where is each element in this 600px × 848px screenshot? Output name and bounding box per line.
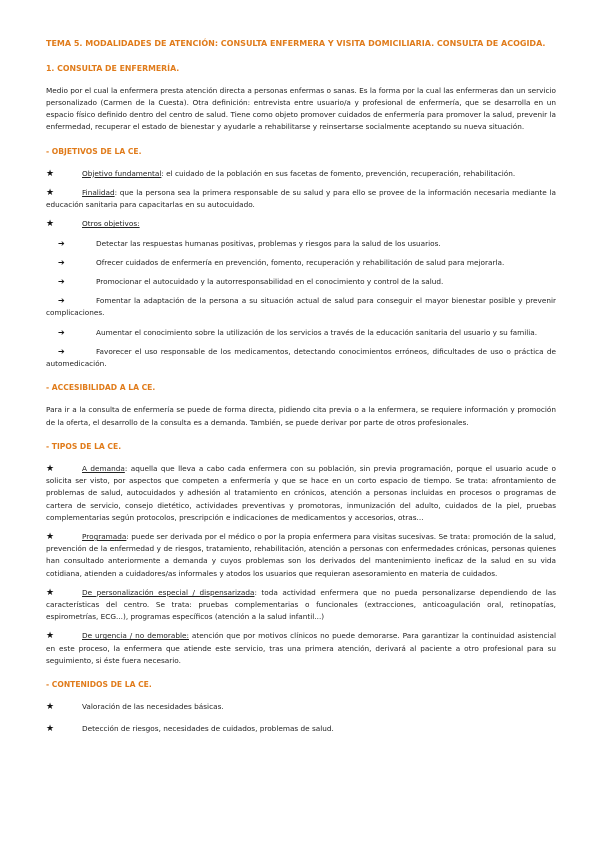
otro-objetivo-item (46, 346, 556, 370)
otro-objetivo-text: Aumentar el conocimiento sobre la utilización de los servicios a través de la educación sanitaria del usuario y su familia. (96, 327, 538, 337)
section-heading-consulta: 1. CONSULTA DE ENFERMERÍA. (46, 63, 180, 73)
star-bullet-icon: ★ (46, 219, 55, 230)
tipo-item (46, 630, 556, 667)
otro-objetivo-text: Fomentar la adaptación de la persona a su situación actual de salud para conseguir el mayor bienestar posible y prevenir complicaciones. (46, 296, 556, 318)
tipo-label: De personalización especial / dispensarizada (82, 587, 255, 597)
finalidad-item (46, 187, 556, 211)
document-title: TEMA 5. MODALIDADES DE ATENCIÓN: CONSULTA ENFERMERA Y VISITA DOMICILIARIA. CONSULTA DE ACOGIDA. (46, 39, 546, 48)
star-bullet-icon: ★ (46, 463, 55, 474)
finalidad-text: : que la persona sea la primera responsable de su salud y para ello se provee de la información necesaria mediante la educación sanitaria para capacitarlas en su autocuidado. (46, 187, 556, 210)
tipo-item (46, 531, 556, 580)
contenido-text: Detección de riesgos, necesidades de cuidados, problemas de salud. (82, 724, 334, 734)
section-heading-accesibilidad: - ACCESIBILIDAD A LA CE. (46, 383, 156, 393)
objetivo-fundamental-label: Objetivo fundamental (82, 168, 162, 178)
otro-objetivo-item (46, 238, 556, 250)
tipo-item (46, 587, 556, 624)
star-bullet-icon: ★ (46, 531, 55, 542)
star-bullet-icon: ★ (46, 187, 55, 198)
otros-objetivos-label: Otros objetivos: (82, 219, 140, 229)
tipo-label: A demanda (82, 463, 125, 473)
tipo-label: De urgencia / no demorable: (82, 631, 189, 641)
consulta-intro-paragraph: Medio por el cual la enfermera presta atención directa a personas enfermas o sanas. Es la forma por la cual las enfermeras dan un servicio personalizado (Carmen de la Cuesta). Otra definición: entrevista entre usuario/a y profesional de enfermería, que se desarrolla en un espacio físico definido dentro del centro de salud. Tiene como objeto promover cuidados de enfermería para promover la salud, prevenir la enfermedad, recuperar el estado de bienestar y ayudarle a rehabilitarse y reinsertarse socialmente aceptando su nueva situación. (46, 85, 556, 132)
tipo-item (46, 463, 556, 524)
otro-objetivo-item (46, 327, 556, 339)
objetivo-fundamental-item (46, 168, 556, 180)
section-heading-contenidos: - CONTENIDOS DE LA CE. (46, 680, 152, 690)
tipo-text: atención que por motivos clínicos no puede demorarse. Para garantizar la continuidad asistencial en este proceso, la enfermera que atiende este servicio, tras una primera atención, derivará al paciente a otro profesional para su seguimiento, si éste fuera necesario. (46, 631, 556, 665)
arrow-bullet-icon: ➔ (58, 238, 65, 248)
arrow-bullet-icon: ➔ (58, 276, 65, 286)
contenido-item (46, 723, 556, 735)
tipo-label: Programada (82, 531, 127, 541)
otro-objetivo-item (46, 276, 556, 288)
tipo-text: : toda actividad enfermera que no pueda personalizarse dependiendo de las características del centro. Se trata: pruebas complementarias o funcionales (extracciones, anticoagulación oral, retinopatías, espirometrías, ECG...), programas específicos (atención a la salud infantil...) (46, 587, 556, 622)
tipo-text: : puede ser derivada por el médico o por la propia enfermera para visitas sucesivas. Se trata: promoción de la salud, prevención de la enfermedad y de riesgos, tratamiento, rehabilitación, atención a personas con enfermedades crónicas, personas quienes han consultado anteriormente a demanda y cuyos problemas son los derivados del mantenimiento ineficaz de la salud en su vida cotidiana, atienden a cuidadores/as informales y atodos los usuarios que requieran asesoramiento en materia de cuidados. (46, 531, 556, 578)
arrow-bullet-icon: ➔ (58, 327, 65, 337)
star-bullet-icon: ★ (46, 724, 55, 735)
objetivo-fundamental-text: : el cuidado de la población en sus facetas de fomento, prevención, recuperación, rehabilitación. (161, 168, 516, 178)
section-heading-tipos: - TIPOS DE LA CE. (46, 441, 122, 451)
otro-objetivo-text: Detectar las respuestas humanas positivas, problemas y riesgos para la salud de los usuarios. (96, 238, 441, 248)
tipo-text: : aquella que lleva a cabo cada enfermera con su población, sin previa programación, porque el usuario acude o solicita ser visto, por aspectos que competen a enfermería y que se hace en un corto espacio de tiempo. Se trata: afrontamiento de problemas de salud, autocuidados y adhesión al tratamiento en crónicos, atención a personas incluidas en procesos o programas de cartera de servicio, consejo dietético, actividades preventivas y promotoras, inmunización del adulto, cuidados de la piel, pruebas complementarias según protocolos, prescripción e indicaciones de medicamentos y accesorios, otras... (46, 463, 556, 522)
arrow-bullet-icon: ➔ (58, 257, 65, 267)
otro-objetivo-item (46, 295, 556, 319)
arrow-bullet-icon: ➔ (58, 346, 65, 356)
star-bullet-icon: ★ (46, 702, 55, 713)
star-bullet-icon: ★ (46, 168, 55, 179)
otros-objetivos-item (46, 218, 556, 230)
star-bullet-icon: ★ (46, 631, 55, 642)
otro-objetivo-text: Ofrecer cuidados de enfermería en prevención, fomento, recuperación y rehabilitación de salud para mejorarla. (96, 257, 505, 267)
contenido-text: Valoración de las necesidades básicas. (82, 702, 224, 712)
arrow-bullet-icon: ➔ (58, 296, 65, 306)
contenido-item (46, 701, 556, 713)
star-bullet-icon: ★ (46, 587, 55, 598)
otro-objetivo-item (46, 257, 556, 269)
section-heading-objetivos: - OBJETIVOS DE LA CE. (46, 146, 142, 156)
otro-objetivo-text: Favorecer el uso responsable de los medicamentos, detectando conocimientos erróneos, dificultades de uso o práctica de automedicación. (46, 346, 556, 368)
otro-objetivo-text: Promocionar el autocuidado y la autorresponsabilidad en el conocimiento y control de la salud. (96, 276, 444, 286)
accesibilidad-paragraph: Para ir a la consulta de enfermería se puede de forma directa, pidiendo cita previa o a la enfermera, se requiere información y promoción de la oferta, el desarrollo de la consulta es a demanda. También, se puede derivar por parte de otros profesionales. (46, 405, 556, 427)
finalidad-label: Finalidad (82, 187, 115, 197)
